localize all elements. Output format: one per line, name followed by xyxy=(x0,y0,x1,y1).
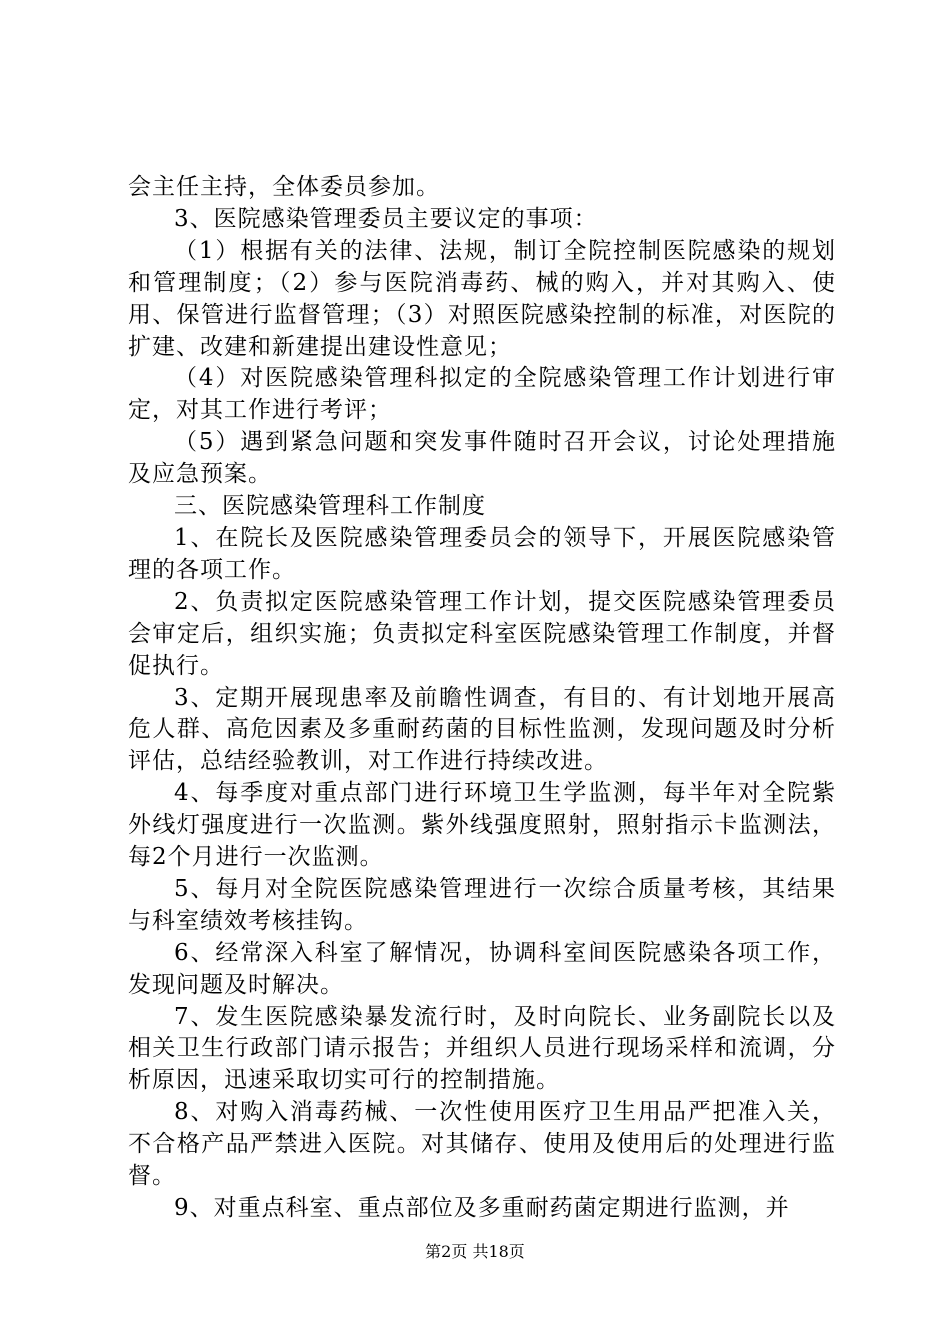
paragraph-rule-6: 6、经常深入科室了解情况，协调科室间医院感染各项工作，发现问题及时解决。 xyxy=(128,939,836,998)
paragraph-rule-3: 3、定期开展现患率及前瞻性调查，有目的、有计划地开展高危人群、高危因素及多重耐药菌的目标性监测，发现问题及时分析评估，总结经验教训，对工作进行持续改进。 xyxy=(128,684,836,775)
page-number-footer: 第2页 共18页 xyxy=(425,1242,525,1261)
paragraph-item-3-committee-matters: 3、医院感染管理委员主要议定的事项： xyxy=(174,205,598,232)
paragraph-matters-1-3: （1）根据有关的法律、法规，制订全院控制医院感染的规划和管理制度；（2）参与医院消毒药、械的购入，并对其购入、使用、保管进行监督管理；（3）对照医院感染控制的标准，对医院的扩建、改建和新建提出建设性意见； xyxy=(128,237,836,360)
paragraph-rule-1: 1、在院长及医院感染管理委员会的领导下，开展医院感染管理的各项工作。 xyxy=(128,524,836,583)
paragraph-rule-5: 5、每月对全院医院感染管理进行一次综合质量考核，其结果与科室绩效考核挂钩。 xyxy=(128,875,836,934)
paragraph-rule-8: 8、对购入消毒药械、一次性使用医疗卫生用品严把准入关，不合格产品严禁进入医院。对其储存、使用及使用后的处理进行监督。 xyxy=(128,1099,836,1190)
paragraph-matter-4: （4）对医院感染管理科拟定的全院感染管理工作计划进行审定，对其工作进行考评； xyxy=(128,365,836,424)
paragraph-rule-2: 2、负责拟定医院感染管理工作计划，提交医院感染管理委员会审定后，组织实施；负责拟定科室医院感染管理工作制度，并督促执行。 xyxy=(128,588,836,679)
paragraph-matter-5: （5）遇到紧急问题和突发事件随时召开会议，讨论处理措施及应急预案。 xyxy=(128,429,836,488)
paragraph-continuation: 会主任主持，全体委员参加。 xyxy=(128,174,440,200)
document-body xyxy=(128,172,836,1225)
section-heading-3: 三、医院感染管理科工作制度 xyxy=(174,493,486,520)
paragraph-rule-7: 7、发生医院感染暴发流行时，及时向院长、业务副院长以及相关卫生行政部门请示报告；并组织人员进行现场采样和流调，分析原因，迅速采取切实可行的控制措施。 xyxy=(128,1003,836,1094)
paragraph-rule-4: 4、每季度对重点部门进行环境卫生学监测，每半年对全院紫外线灯强度进行一次监测。紫外线强度照射，照射指示卡监测法，每2个月进行一次监测。 xyxy=(128,780,836,871)
paragraph-rule-9: 9、对重点科室、重点部位及多重耐药菌定期进行监测，并 xyxy=(174,1195,790,1221)
